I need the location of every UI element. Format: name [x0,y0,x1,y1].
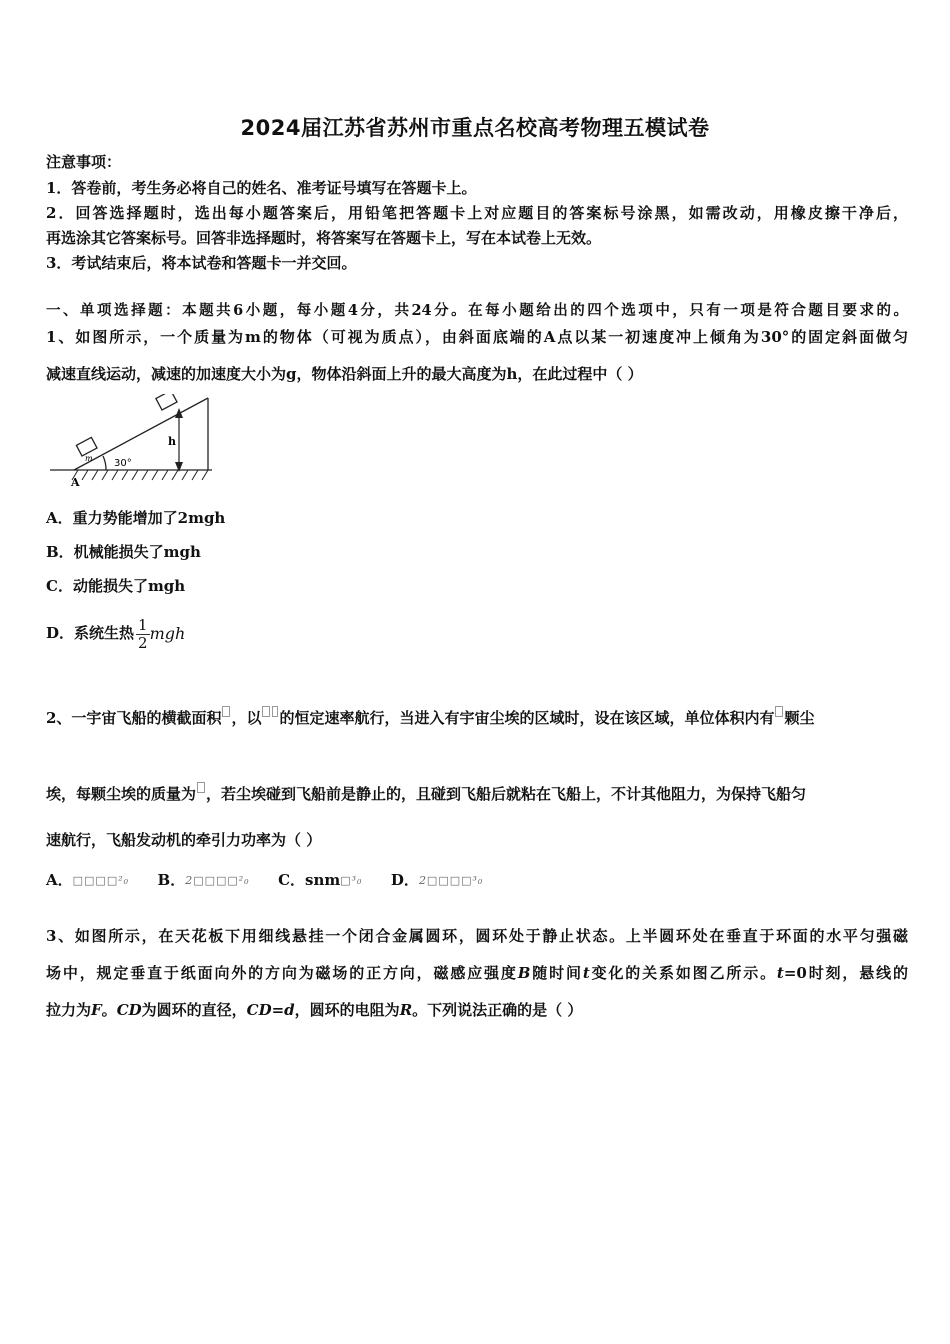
formula-placeholder [272,706,278,717]
q2-stem-line3: 速航行，飞船发动机的牵引力功率为（ ） [46,831,322,849]
label-a: A [71,476,80,489]
q1-option-b[interactable]: B．机械能损失了mgh [46,543,201,561]
notice-item: 再选涂其它答案标号。回答非选择题时，将答案写在答题卡上，写在本试卷上无效。 [46,229,602,247]
formula-placeholder [775,706,783,717]
q2-stem-line2: 埃，每颗尘埃的质量为 ，若尘埃碰到飞船前是静止的，且碰到飞船后就粘在飞船上，不计其他阻力，为保持飞船匀 [46,782,806,804]
angle-arc [103,456,106,470]
q2-option-c[interactable]: C．snm□³₀ [278,871,363,889]
label-h: h [168,435,176,448]
section-heading: 一、单项选择题：本题共6小题，每小题4分，共24分。在每小题给出的四个选项中，只有一项是符合题目要求的。 [46,302,908,319]
q2-option-b[interactable]: B．2□□□□²₀ [157,871,250,889]
q1-option-d[interactable] [46,608,185,659]
formula-placeholder [222,706,230,717]
q1-stem-line2: 减速直线运动，减速的加速度大小为g，物体沿斜面上升的最大高度为h，在此过程中（ ） [46,365,643,383]
q3-stem-line2: 场中，规定垂直于纸面向外的方向为磁场的正方向，磁感应强度B随时间t变化的关系如图乙所示。t=0时刻，悬线的 [46,964,908,982]
q2-options [46,870,483,891]
incline-figure [44,394,224,489]
q1-option-d-label: D．系统生热 [46,624,135,642]
formula-placeholder [197,782,205,793]
ground-hatch [72,470,208,480]
fraction: $\frac{1}{2}$ [138,615,148,652]
mgh-expression: mgh [149,624,186,643]
q1-option-a[interactable]: A．重力势能增加了2mgh [46,509,226,527]
incline-slope [74,398,208,470]
q2-option-a[interactable]: A．□□□□²₀ [46,871,130,889]
notice-item: 1．答卷前，考生务必将自己的姓名、准考证号填写在答题卡上。 [46,179,477,197]
q3-stem-line3: 拉力为F。CD为圆环的直径，CD=d，圆环的电阻为R。下列说法正确的是（ ） [46,1001,583,1019]
q2-option-d[interactable]: D．2□□□□³₀ [390,871,484,889]
q2-stem-line1: 2、一宇宙飞船的横截面积 ，以 的恒定速率航行，当进入有宇宙尘埃的区域时，设在该区域，单位体积内有 颗尘 [46,706,815,728]
notice-heading: 注意事项： [46,153,122,171]
notice-item: 2．回答选择题时，选出每小题答案后，用铅笔把答题卡上对应题目的答案标号涂黑，如需改动，用橡皮擦干净后， [46,204,908,222]
label-angle: 30° [114,458,132,469]
q1-stem-line1: 1、如图所示，一个质量为m的物体（可视为质点），由斜面底端的A点以某一初速度冲上倾角为30°的固定斜面做匀 [46,328,908,346]
q3-stem-line1: 3、如图所示，在天花板下用细线悬挂一个闭合金属圆环，圆环处于静止状态。上半圆环处在垂直于环面的水平匀强磁 [46,927,908,945]
notice-item: 3．考试结束后，将本试卷和答题卡一并交回。 [46,254,357,272]
page-title: 2024届江苏省苏州市重点名校高考物理五模试卷 [240,116,710,140]
label-m: m [85,454,93,463]
formula-placeholder [262,706,270,717]
q1-option-c[interactable]: C．动能损失了mgh [46,577,186,595]
block-top [156,394,177,410]
